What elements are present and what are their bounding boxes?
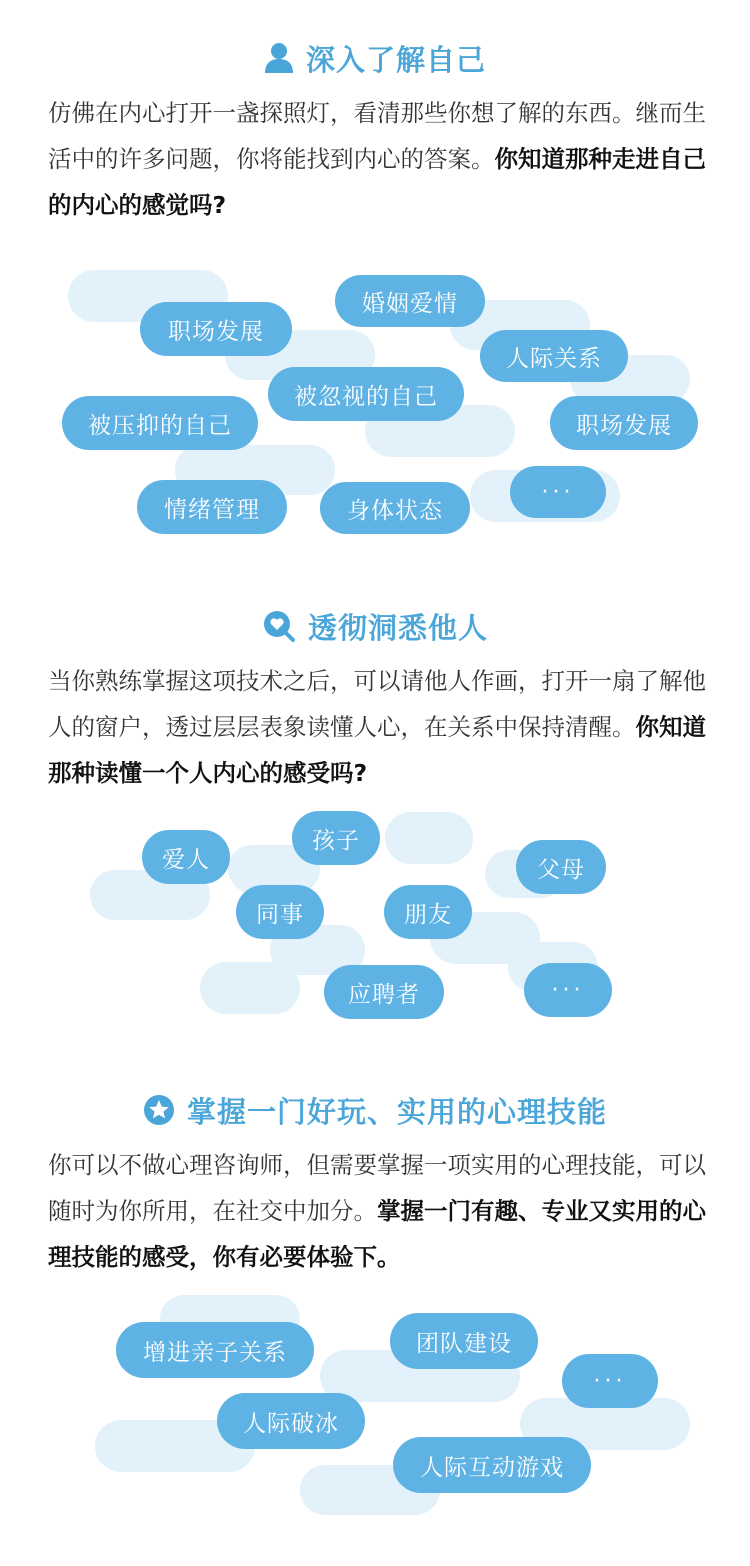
section-3-text: 你可以不做心理咨询师，但需要掌握一项实用的心理技能，可以随时为你所用，在社交中加分。 [48, 1151, 706, 1225]
decorative-bubble [385, 812, 473, 864]
section-1-bold-text: 你知道那种走进自己的内心的感觉吗? [48, 145, 706, 219]
section-3-bold-text: 掌握一门有趣、专业又实用的心理技能的感受，你有必要体验下。 [48, 1197, 706, 1271]
tag-more[interactable]: ··· [510, 466, 606, 518]
tag-child[interactable]: 孩子 [292, 811, 380, 865]
tag-emotion-management[interactable]: 情绪管理 [137, 480, 287, 534]
tag-career-development-2[interactable]: 职场发展 [550, 396, 698, 450]
tag-job-applicant[interactable]: 应聘者 [324, 965, 444, 1019]
decorative-bubble [200, 962, 300, 1014]
section-2-bold-text: 你知道那种读懂一个人内心的感受吗? [48, 713, 706, 787]
section-1-paragraph [48, 90, 708, 228]
tag-partner[interactable]: 爱人 [142, 830, 230, 884]
section-1-text: 仿佛在内心打开一盏探照灯，看清那些你想了解的东西。继而生活中的许多问题，你将能找到内心的答案。 [48, 99, 706, 173]
tag-neglected-self[interactable]: 被忽视的自己 [268, 367, 464, 421]
tag-relationships[interactable]: 人际关系 [480, 330, 628, 382]
heart-magnifier-icon [262, 609, 296, 643]
tag-more[interactable]: ··· [562, 1354, 658, 1408]
section-2-text: 当你熟练掌握这项技术之后，可以请他人作画，打开一扇了解他人的窗户，透过层层表象读懂人心，在关系中保持清醒。 [48, 667, 706, 741]
tag-career-development[interactable]: 职场发展 [140, 302, 292, 356]
section-1-heading [0, 36, 750, 80]
section-2-paragraph [48, 658, 708, 796]
tag-friend[interactable]: 朋友 [384, 885, 472, 939]
tag-colleague[interactable]: 同事 [236, 885, 324, 939]
tag-icebreaker[interactable]: 人际破冰 [217, 1393, 365, 1449]
tag-suppressed-self[interactable]: 被压抑的自己 [62, 396, 258, 450]
tag-interaction-games[interactable]: 人际互动游戏 [393, 1437, 591, 1493]
section-2-heading [0, 604, 750, 648]
person-icon [264, 42, 294, 74]
tag-parents[interactable]: 父母 [516, 840, 606, 894]
section-3-heading [0, 1088, 750, 1132]
section-3-title: 掌握一门好玩、实用的心理技能 [186, 1094, 607, 1129]
tag-body-state[interactable]: 身体状态 [320, 482, 470, 534]
section-3-paragraph [48, 1142, 708, 1280]
tag-more[interactable]: ··· [524, 963, 612, 1017]
section-2-title: 透彻洞悉他人 [307, 610, 488, 645]
tag-parent-child[interactable]: 增进亲子关系 [116, 1322, 314, 1378]
tag-marriage-love[interactable]: 婚姻爱情 [335, 275, 485, 327]
tag-team-building[interactable]: 团队建设 [390, 1313, 538, 1369]
star-icon [143, 1094, 175, 1126]
section-1-title: 深入了解自己 [305, 42, 486, 77]
